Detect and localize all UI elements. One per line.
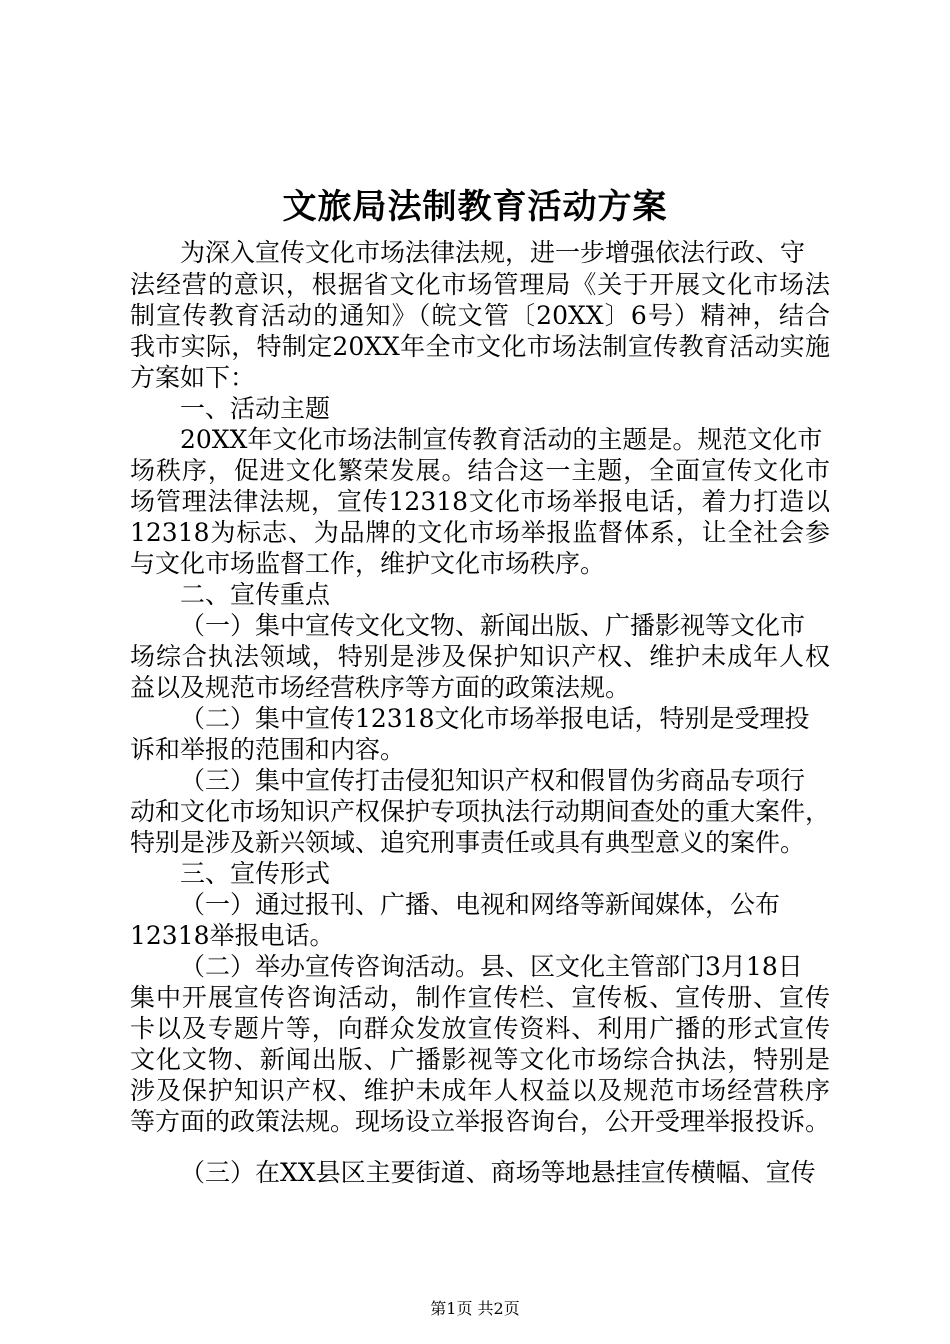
paragraph-line: 场综合执法领域，特别是涉及保护知识产权、维护未成年人权 <box>130 642 830 671</box>
paragraph-line: 20XX年文化市场法制宣传教育活动的主题是。规范文化市 <box>180 425 823 454</box>
paragraph-line: 卡以及专题片等，向群众发放宣传资料、利用广播的形式宣传 <box>130 1014 830 1043</box>
paragraph-line: （三）在XX县区主要街道、商场等地悬挂宣传横幅、宣传 <box>180 1158 816 1187</box>
paragraph-line: （一）通过报刊、广播、电视和网络等新闻媒体，公布 <box>180 890 781 919</box>
paragraph-line: 方案如下： <box>130 363 256 392</box>
paragraph-line: 等方面的政策法规。现场设立举报咨询台，公开受理举报投诉。 <box>130 1107 831 1136</box>
paragraph-line: （三）集中宣传打击侵犯知识产权和假冒伪劣商品专项行 <box>180 766 806 795</box>
paragraph-line: 为深入宣传文化市场法律法规，进一步增强依法行政、守 <box>180 238 806 267</box>
page-number-footer: 第1页 共2页 <box>430 1299 520 1318</box>
paragraph-line: 场管理法律法规，宣传12318文化市场举报电话，着力打造以 <box>130 487 830 516</box>
paragraph-line: 涉及保护知识产权、维护未成年人权益以及规范市场经营秩序 <box>130 1076 830 1105</box>
paragraph-line: 法经营的意识，根据省文化市场管理局《关于开展文化市场法 <box>130 270 830 299</box>
paragraph-line: 制宣传教育活动的通知》（皖文管〔20XX〕6号）精神，结合 <box>130 301 830 330</box>
paragraph-line: 与文化市场监督工作，维护文化市场秩序。 <box>130 549 606 578</box>
paragraph-line: 益以及规范市场经营秩序等方面的政策法规。 <box>130 673 631 702</box>
paragraph-line: 文化文物、新闻出版、广播影视等文化市场综合执法，特别是 <box>130 1045 830 1074</box>
paragraph-line: （二）集中宣传12318文化市场举报电话，特别是受理投 <box>180 704 810 733</box>
paragraph-line: 12318为标志、为品牌的文化市场举报监督体系，让全社会参 <box>130 518 830 547</box>
paragraph-line: （一）集中宣传文化文物、新闻出版、广播影视等文化市 <box>180 611 806 640</box>
paragraph-line: 场秩序，促进文化繁荣发展。结合这一主题，全面宣传文化市 <box>130 456 830 485</box>
section-heading: 一、活动主题 <box>180 394 331 423</box>
document-title: 文旅局法制教育活动方案 <box>282 187 668 227</box>
section-heading: 三、宣传形式 <box>180 859 331 888</box>
paragraph-line: （二）举办宣传咨询活动。县、区文化主管部门3月18日 <box>180 952 803 981</box>
paragraph-line: 集中开展宣传咨询活动，制作宣传栏、宣传板、宣传册、宣传 <box>130 983 830 1012</box>
section-heading: 二、宣传重点 <box>180 580 331 609</box>
paragraph-line: 我市实际，特制定20XX年全市文化市场法制宣传教育活动实施 <box>130 332 830 361</box>
paragraph-line: 12318举报电话。 <box>130 921 335 950</box>
paragraph-line: 特别是涉及新兴领域、追究刑事责任或具有典型意义的案件。 <box>130 828 806 857</box>
paragraph-line: 动和文化市场知识产权保护专项执法行动期间查处的重大案件， <box>130 797 831 826</box>
paragraph-line: 诉和举报的范围和内容。 <box>130 735 406 764</box>
